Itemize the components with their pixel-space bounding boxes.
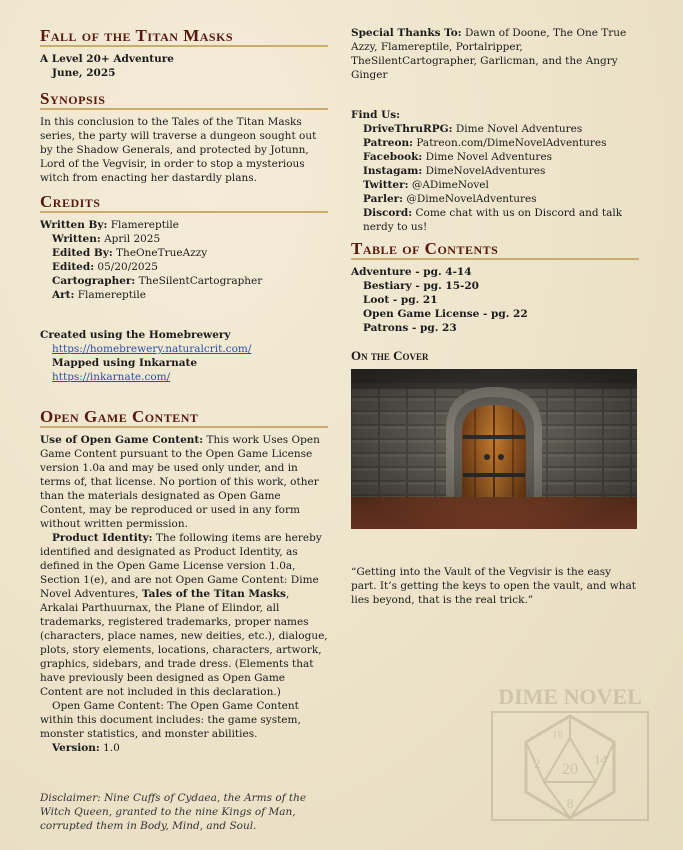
credit-label: Edited By: — [52, 247, 113, 259]
find-us-item-label: Instagam: — [363, 165, 423, 177]
find-us-item-label: Parler: — [363, 193, 404, 205]
toc-item[interactable]: Bestiary - pg. 15-20 — [363, 280, 479, 292]
find-us-item — [351, 192, 639, 206]
synopsis-text: In this conclusion to the Tales of the Titan Masks series, the party will traverse a dungeon sought out by the Shadow Generals, and protected by Jotunn, Lord of the Vegvisir, in order to stop a mysterious witch from enacting her dastardly plans. — [40, 116, 317, 184]
ogc-use-label: Use of Open Game Content: — [40, 434, 204, 446]
toc-item[interactable]: Patrons - pg. 23 — [363, 322, 457, 334]
ogc-version — [40, 741, 328, 755]
ogc-pi-text: The following items are hereby identified and designated as Product Identity, as defined in the Open Game License version 1.0a, Section 1(e), and are not Open Game Content: Dime Novel Adventures, — [40, 532, 322, 600]
left-column — [40, 0, 328, 833]
find-us-item-label: Facebook: — [363, 151, 423, 163]
die-number: 8 — [566, 797, 574, 812]
credit-art — [40, 288, 328, 302]
ogc-pi-label: Product Identity: — [52, 532, 153, 544]
ogc-version-label: Version: — [52, 742, 100, 754]
ogc-pi-text-b: , Arkalai Parthuurnax, the Plane of Elindor, all trademarks, registered trademarks, proper names (characters, place names, new deities, etc.), dialogue, plots, story elements, locations, characters, artwork, graphics, sidebars, and trade dress. (Elements that have previously been designed as Open Game Content are not included in this declaration.) — [40, 588, 328, 698]
document-title: Fall of the Titan Masks — [40, 29, 328, 47]
credit-label: Edited: — [52, 261, 95, 273]
credit-cartographer — [40, 274, 328, 288]
credit-label: Cartographer: — [52, 275, 136, 287]
credit-label: Written By: — [40, 219, 108, 231]
vault-door-illustration — [351, 369, 637, 529]
find-us-label: Find Us: — [351, 109, 401, 121]
die-number: 14 — [594, 752, 607, 767]
right-column — [351, 0, 639, 607]
watermark-brand: DIME NOVEL — [498, 684, 642, 709]
credit-value: Flamereptile — [107, 219, 179, 231]
find-us-item — [351, 206, 639, 234]
synopsis-heading: Synopsis — [40, 92, 328, 110]
ogc-use — [40, 433, 328, 531]
find-us-item-value: @DimeNovelAdventures — [403, 193, 537, 205]
toc-list — [351, 279, 639, 335]
toc-item[interactable]: Open Game License - pg. 22 — [363, 308, 528, 320]
die-number: 2 — [534, 756, 541, 771]
ogc-use-text: This work Uses Open Game Content pursuant to the Open Game License version 1.0a and may be used only under, and in terms of, that license. No portion of this work, other than the materials designated as Open Game Content, may be reproduced or used in any form without written permission. — [40, 434, 320, 530]
find-us-item-label: Patreon: — [363, 137, 413, 149]
ogc-version-value: 1.0 — [99, 742, 120, 754]
credit-value: 05/20/2025 — [94, 261, 158, 273]
subtitle-level: A Level 20+ Adventure — [40, 53, 174, 65]
ogc-product-identity — [40, 531, 328, 699]
find-us-item — [351, 122, 639, 136]
cover-quote: “Getting into the Vault of the Vegvisir is the easy part. It’s getting the keys to open the vault, and what lies beyond, that is the real trick.” — [351, 566, 636, 606]
find-us-item — [351, 136, 639, 150]
homebrewery-link[interactable]: https://homebrewery.naturalcrit.com/ — [52, 343, 252, 355]
created-using: Created using the Homebrewery — [40, 329, 231, 341]
ogc-pi-bold: Tales of the Titan Masks — [141, 588, 286, 600]
find-us-item-value: Dime Novel Adventures — [422, 151, 553, 163]
d20-logo-icon — [486, 684, 654, 824]
disclaimer: Disclaimer: Nine Cuffs of Cydaea, the Arms of the Witch Queen, granted to the nine Kings of Man, corrupted them in Body, Mind, and Soul. — [40, 792, 307, 832]
find-us-item-value: Patreon.com/DimeNovelAdventures — [413, 137, 607, 149]
find-us-item-value: @ADimeNovel — [408, 179, 489, 191]
credit-edited — [40, 260, 328, 274]
credit-written — [40, 232, 328, 246]
find-us-item-value: Dime Novel Adventures — [452, 123, 583, 135]
thanks-label: Special Thanks To: — [351, 27, 462, 39]
find-us-item — [351, 150, 639, 164]
thanks-text: Dawn of Doone, The One True Azzy, Flamereptile, Portalripper, TheSilentCartographer, Garlicman, and the Angry Ginger — [351, 27, 627, 81]
toc-item[interactable]: Adventure - pg. 4-14 — [351, 266, 472, 278]
find-us-item-value: Come chat with us on Discord and talk nerdy to us! — [363, 207, 623, 233]
cover-image — [351, 369, 637, 529]
credit-edited-by — [40, 246, 328, 260]
find-us-list — [351, 122, 639, 234]
credit-value: Flamereptile — [74, 289, 146, 301]
find-us-item-label: DriveThruRPG: — [363, 123, 453, 135]
die-number: 20 — [562, 761, 578, 778]
cover-heading: On the Cover — [351, 348, 429, 363]
credit-value: TheSilentCartographer — [135, 275, 263, 287]
toc-heading: Table of Contents — [351, 242, 639, 260]
subtitle-date: June, 2025 — [52, 67, 116, 79]
die-number: 18 — [552, 729, 563, 741]
credit-written-by — [40, 218, 328, 232]
find-us-item-label: Twitter: — [363, 179, 409, 191]
credit-value: TheOneTrueAzzy — [112, 247, 208, 259]
special-thanks — [351, 26, 639, 82]
find-us-item — [351, 164, 639, 178]
credits-heading: Credits — [40, 195, 328, 213]
credit-label: Written: — [52, 233, 101, 245]
find-us-item-value: DimeNovelAdventures — [422, 165, 546, 177]
credit-label: Art: — [52, 289, 75, 301]
mapped-using: Mapped using Inkarnate — [52, 357, 198, 369]
toc-item[interactable]: Loot - pg. 21 — [363, 294, 438, 306]
ogc-content-text: Open Game Content: The Open Game Content within this document includes: the game system, monster statistics, and monster abilities. — [40, 700, 301, 740]
credit-value: April 2025 — [100, 233, 161, 245]
dime-novel-watermark — [486, 684, 654, 824]
ogc-heading: Open Game Content — [40, 410, 328, 428]
find-us-item — [351, 178, 639, 192]
inkarnate-link[interactable]: https://inkarnate.com/ — [52, 371, 171, 383]
find-us-item-label: Discord: — [363, 207, 413, 219]
